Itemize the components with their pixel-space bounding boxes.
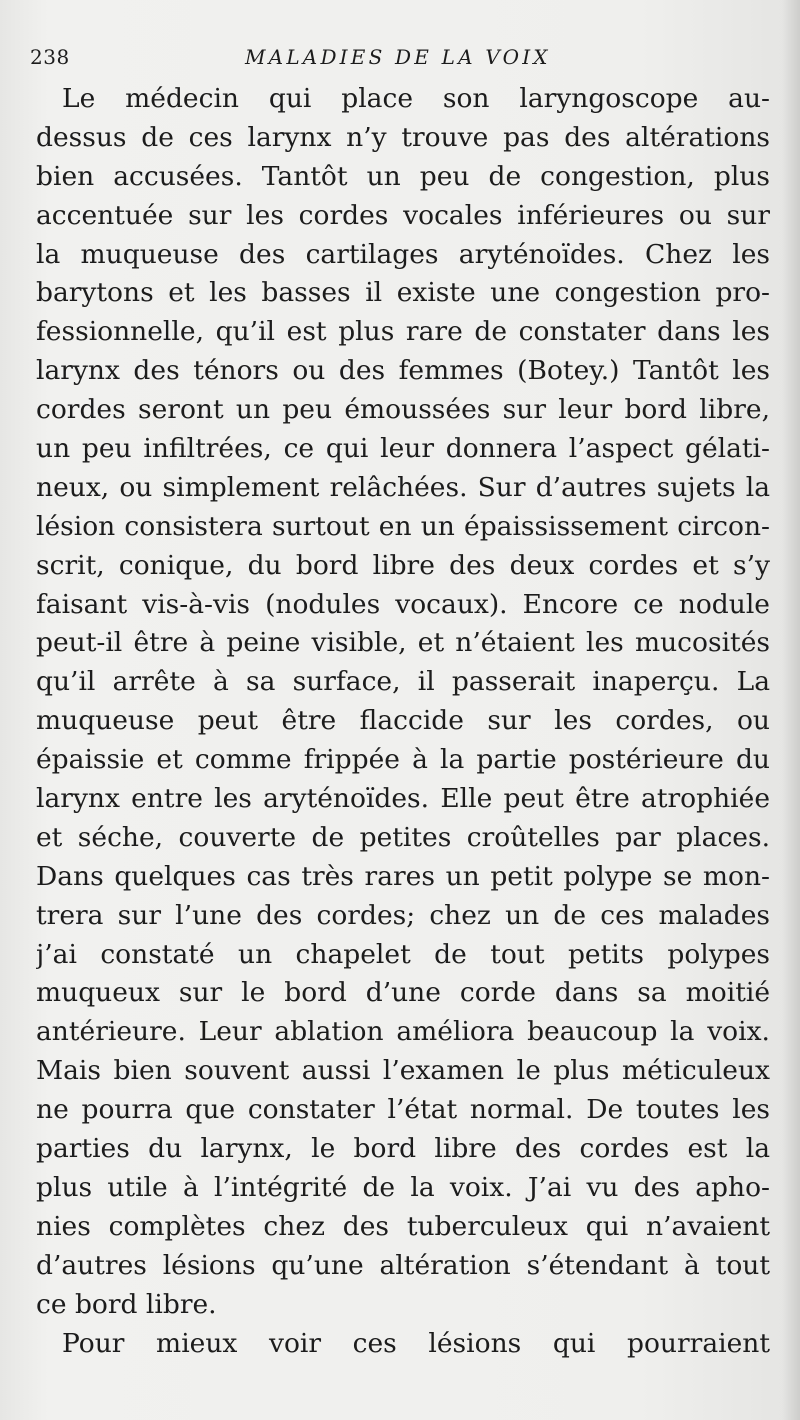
body-text xyxy=(36,80,770,1363)
text-line: scrit, conique, du bord libre des deux cordes et s’y xyxy=(36,549,770,581)
text-line: nies complètes chez des tuberculeux qui n’avaient xyxy=(36,1210,770,1242)
text-line: la muqueuse des cartilages aryténoïdes. Chez les xyxy=(36,238,770,270)
text-line: antérieure. Leur ablation améliora beaucoup la voix. xyxy=(36,1016,770,1048)
text-line: épaissie et comme frippée à la partie postérieure du xyxy=(36,744,770,776)
text-line: qu’il arrête à sa surface, il passerait inaperçu. La xyxy=(36,666,770,698)
text-line: barytons et les basses il existe une congestion pro- xyxy=(36,277,770,309)
text-line: bien accusées. Tantôt un peu de congestion, plus xyxy=(36,160,770,192)
text-line: larynx entre les aryténoïdes. Elle peut être atrophiée xyxy=(36,783,770,815)
text-line: et séche, couverte de petites croûtelles par places. xyxy=(36,821,770,853)
text-line: dessus de ces larynx n’y trouve pas des altérations xyxy=(36,121,770,153)
text-line: fessionnelle, qu’il est plus rare de constater dans les xyxy=(36,316,770,348)
text-line: cordes seront un peu émoussées sur leur bord libre, xyxy=(36,394,770,426)
text-line: Le médecin qui place son laryngoscope au- xyxy=(62,83,770,114)
text-line: muqueux sur le bord d’une corde dans sa moitié xyxy=(36,977,770,1009)
text-line: accentuée sur les cordes vocales inférieures ou sur xyxy=(36,199,770,231)
text-line: Dans quelques cas très rares un petit polype se mon- xyxy=(36,860,770,892)
text-line: plus utile à l’intégrité de la voix. J’ai vu des apho- xyxy=(36,1171,770,1203)
text-line: un peu infiltrées, ce qui leur donnera l’aspect gélati- xyxy=(36,433,770,465)
text-line: neux, ou simplement relâchées. Sur d’autres sujets la xyxy=(36,471,770,503)
page-header xyxy=(0,42,800,72)
text-line: faisant vis-à-vis (nodules vocaux). Encore ce nodule xyxy=(36,588,770,620)
text-line: Pour mieux voir ces lésions qui pourraient xyxy=(62,1327,770,1359)
text-line: lésion consistera surtout en un épaississement circon- xyxy=(36,510,770,542)
text-line: trera sur l’une des cordes; chez un de ces malades xyxy=(36,899,770,931)
page-number: 238 xyxy=(30,45,70,69)
text-line: ne pourra que constater l’état normal. De toutes les xyxy=(36,1094,770,1126)
text-line: ce bord libre. xyxy=(36,1288,217,1320)
running-title: MALADIES DE LA VOIX xyxy=(245,45,551,69)
text-line: Mais bien souvent aussi l’examen le plus méticuleux xyxy=(36,1055,770,1087)
text-line: peut-il être à peine visible, et n’étaient les mucosités xyxy=(36,627,770,659)
text-line: parties du larynx, le bord libre des cordes est la xyxy=(36,1133,770,1165)
text-line: d’autres lésions qu’une altération s’étendant à tout xyxy=(36,1249,770,1281)
text-line: muqueuse peut être flaccide sur les cordes, ou xyxy=(36,705,770,737)
text-line: j’ai constaté un chapelet de tout petits polypes xyxy=(36,938,770,970)
text-line: larynx des ténors ou des femmes (Botey.) Tantôt les xyxy=(36,355,770,387)
page-edge-shadow xyxy=(782,0,800,1420)
